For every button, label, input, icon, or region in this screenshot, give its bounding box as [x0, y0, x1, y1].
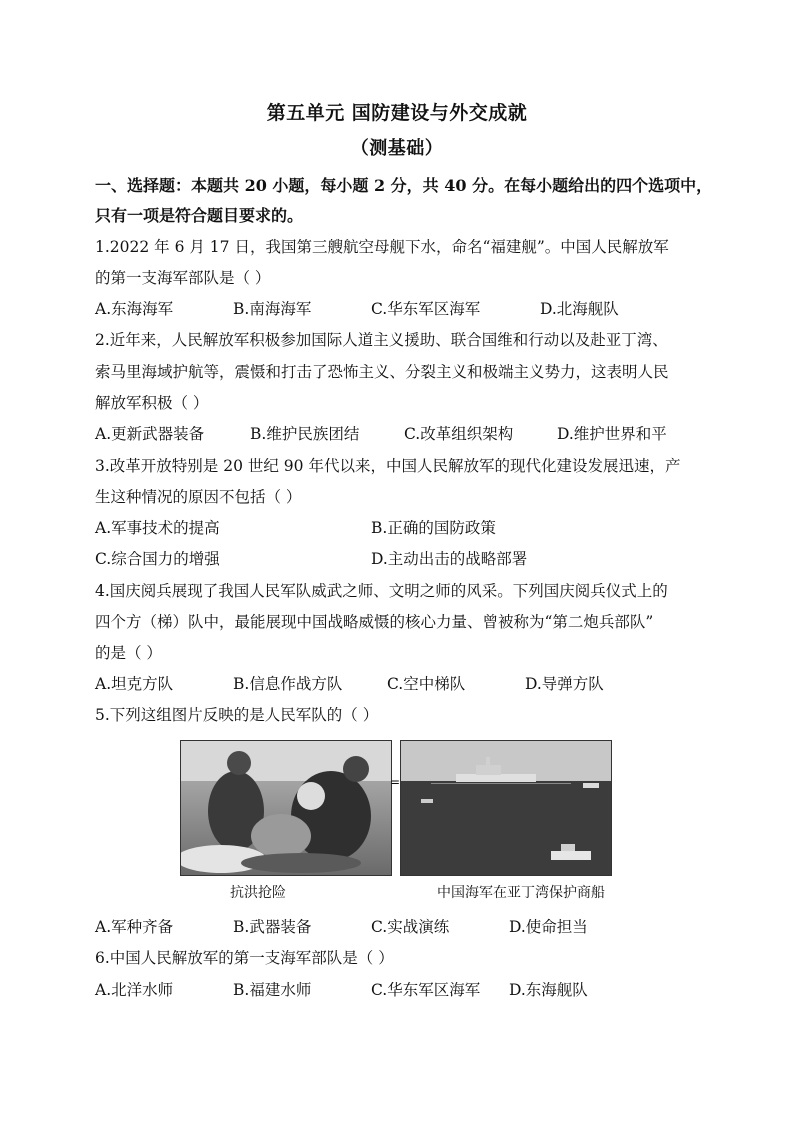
q1-option-b: B.南海海军 [233, 300, 312, 318]
q1-option-c: C.华东军区海军 [371, 300, 481, 318]
navy-escort-caption: 中国海军在亚丁湾保护商船 [437, 885, 605, 901]
q1-option-d: D.北海舰队 [540, 300, 619, 318]
q3-stem-line-1: 3.改革开放特别是 20 世纪 90 年代以来，中国人民解放军的现代化建设发展迅速，产 [95, 457, 681, 475]
q6-stem-line-1: 6.中国人民解放军的第一支海军部队是（ ） [95, 949, 394, 967]
q6-options [95, 980, 705, 1000]
q2-option-d: D.维护世界和平 [557, 425, 667, 443]
q3-option-d: D.主动出击的战略部署 [371, 550, 528, 568]
q3-stem-line-2: 生这种情况的原因不包括（ ） [95, 488, 302, 506]
q1-options [95, 299, 705, 319]
q4-options [95, 674, 705, 694]
q2-option-b: B.维护民族团结 [250, 425, 360, 443]
q3-options-row-2 [95, 549, 705, 569]
flood-rescue-photo [180, 740, 392, 876]
q2-option-c: C.改革组织架构 [404, 425, 514, 443]
q4-option-d: D.导弹方队 [525, 675, 604, 693]
q3-option-b: B.正确的国防政策 [371, 519, 496, 537]
section-instructions-line-1: 一、选择题：本题共 20 小题，每小题 2 分，共 40 分。在每小题给出的四个选项中， [95, 176, 713, 195]
q2-stem-line-2: 索马里海域护航等，震慑和打击了恐怖主义、分裂主义和极端主义势力，这表明人民 [95, 363, 669, 381]
q4-stem-line-3: 的是（ ） [95, 644, 162, 662]
q5-stem-line-1: 5.下列这组图片反映的是人民军队的（ ） [95, 706, 379, 724]
q5-options [95, 917, 705, 937]
q3-option-c: C.综合国力的增强 [95, 550, 220, 568]
q5-option-d: D.使命担当 [509, 918, 588, 936]
flood-rescue-image [181, 741, 391, 875]
q3-option-a: A.军事技术的提高 [95, 519, 220, 537]
q4-option-a: A.坦克方队 [95, 675, 174, 693]
q4-option-c: C.空中梯队 [387, 675, 466, 693]
q6-option-d: D.东海舰队 [509, 981, 588, 999]
q6-option-b: B.福建水师 [233, 981, 312, 999]
q3-options-row-1 [95, 518, 705, 538]
q4-option-b: B.信息作战方队 [233, 675, 343, 693]
navy-escort-image [401, 741, 611, 875]
q5-option-c: C.实战演练 [371, 918, 450, 936]
q5-option-b: B.武器装备 [233, 918, 312, 936]
navy-escort-photo [400, 740, 612, 876]
q6-option-a: A.北洋水师 [95, 981, 174, 999]
q5-option-a: A.军种齐备 [95, 918, 174, 936]
q6-option-c: C.华东军区海军 [371, 981, 481, 999]
flood-rescue-caption: 抗洪抢险 [230, 885, 286, 901]
q4-stem-line-2: 四个方（梯）队中，最能展现中国战略威慑的核心力量、曾被称为“第二炮兵部队” [95, 613, 654, 631]
q4-stem-line-1: 4.国庆阅兵展现了我国人民军队威武之师、文明之师的风采。下列国庆阅兵仪式上的 [95, 582, 668, 600]
q2-stem-line-3: 解放军积极（ ） [95, 394, 209, 412]
page-title: 第五单元 国防建设与外交成就 [266, 102, 528, 124]
q1-stem-line-2: 的第一支海军部队是（ ） [95, 269, 271, 287]
q2-option-a: A.更新武器装备 [95, 425, 205, 443]
photo-divider-mark: = [390, 775, 401, 789]
q1-option-a: A.东海海军 [95, 300, 174, 318]
q2-stem-line-1: 2.近年来，人民解放军积极参加国际人道主义援助、联合国维和行动以及赴亚丁湾、 [95, 331, 668, 349]
q1-stem-line-1: 1.2022 年 6 月 17 日，我国第三艘航空母舰下水，命名“福建舰”。中国人民解放军 [95, 238, 669, 256]
section-instructions-line-2: 只有一项是符合题目要求的。 [95, 206, 304, 225]
q2-options [95, 424, 705, 444]
page-subtitle: （测基础） [350, 138, 444, 159]
